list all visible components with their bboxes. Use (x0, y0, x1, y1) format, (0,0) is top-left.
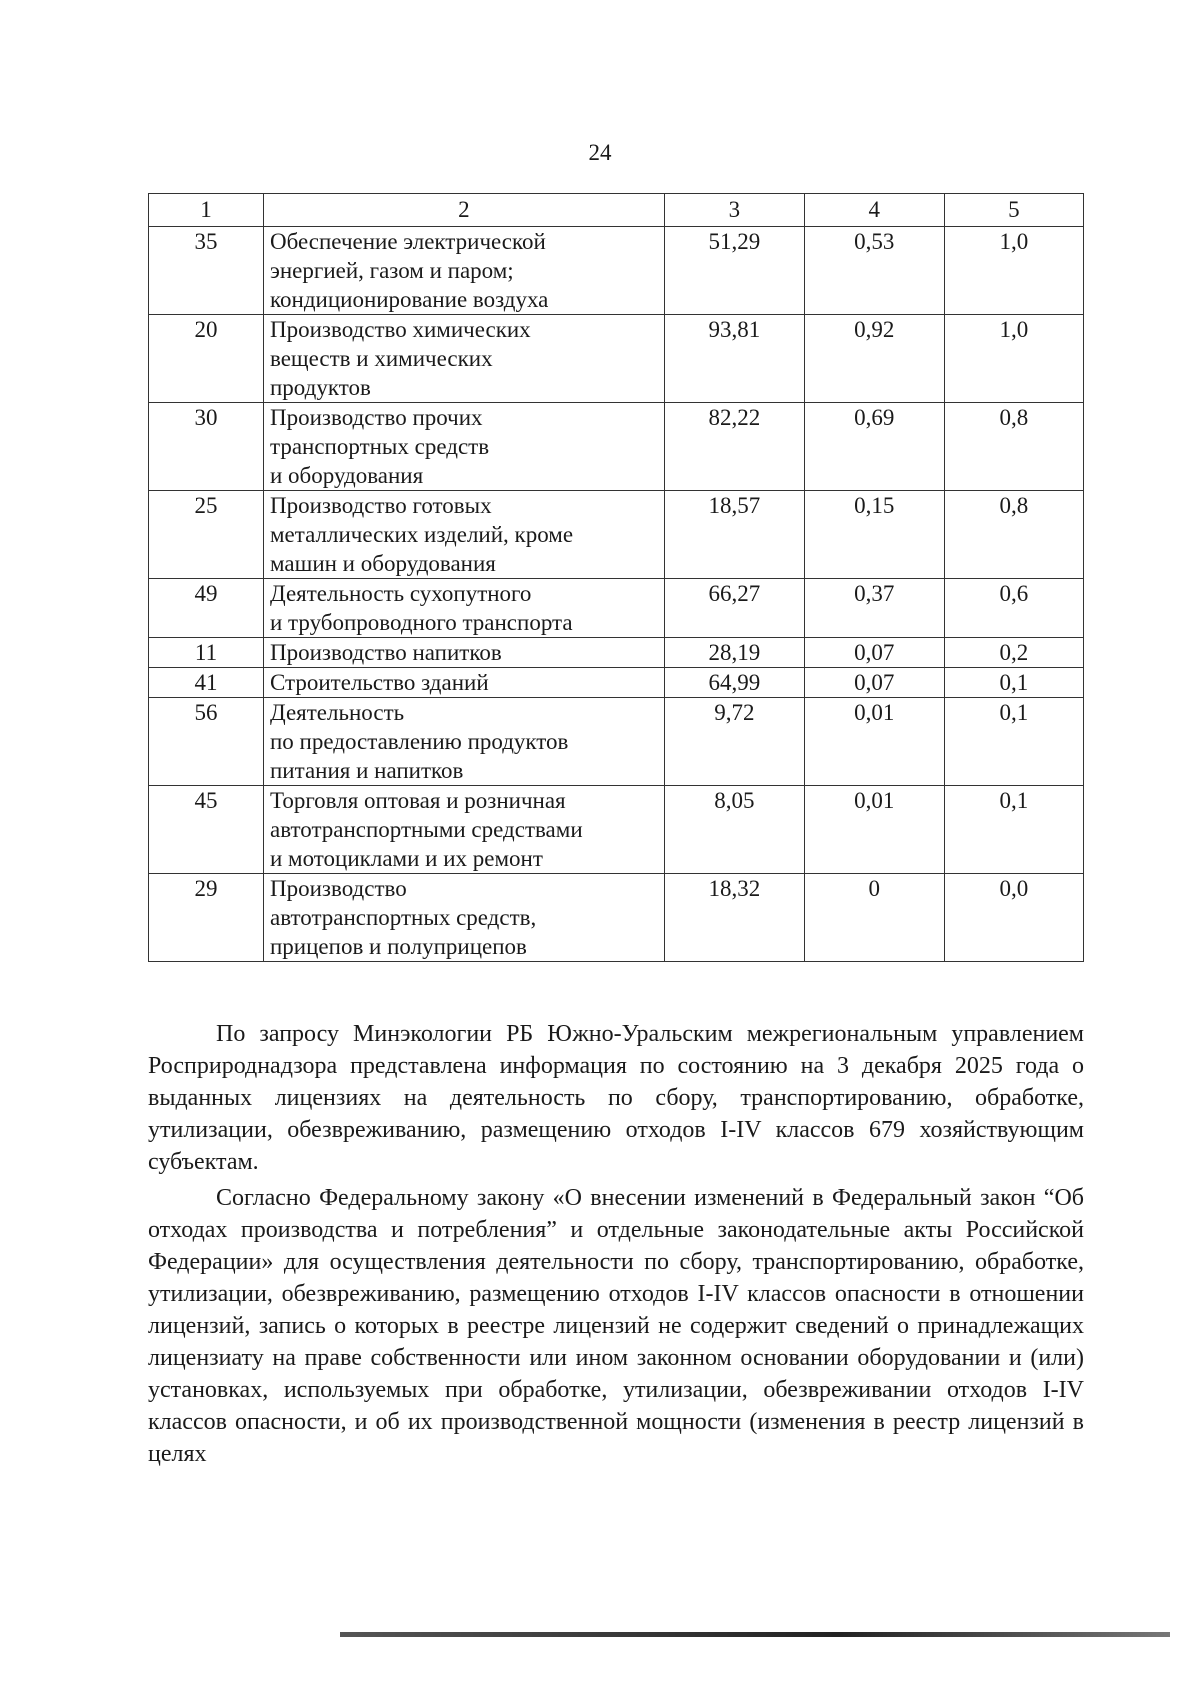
row-code: 25 (149, 491, 264, 579)
row-value-3: 9,72 (664, 698, 804, 786)
table-row (149, 786, 1084, 874)
row-value-3: 51,29 (664, 227, 804, 315)
row-code: 20 (149, 315, 264, 403)
row-code: 29 (149, 874, 264, 962)
header-col-3: 3 (664, 194, 804, 227)
row-value-4: 0,15 (804, 491, 944, 579)
row-value-5: 0,6 (944, 579, 1083, 638)
header-col-1: 1 (149, 194, 264, 227)
paragraph-federal-law: Согласно Федеральному закону «О внесении изменений в Федеральный закон “Об отходах производства и потребления” и отдельные законодательные акты Российской Федерации» для осуществления деятельности по сбору, транспортированию, обработке, утилизации, обезвреживанию, размещению отходов I-IV классов опасности в отношении лицензий, запись о которых в реестре лицензий не содержит сведений о принадлежащих лицензиату на праве собственности или ином законном основании оборудовании и (или) установках, используемых при обработке, утилизации, обезвреживании отходов I-IV классов опасности, и об их производственной мощности (изменения в реестр лицензий в целях (148, 1185, 1084, 1467)
row-code: 56 (149, 698, 264, 786)
row-value-3: 18,57 (664, 491, 804, 579)
row-value-3: 82,22 (664, 403, 804, 491)
row-activity: Производство автотранспортных средств, прицепов и полуприцепов (264, 874, 665, 962)
row-activity: Строительство зданий (264, 668, 665, 698)
row-value-5: 0,1 (944, 698, 1083, 786)
body-text (148, 1018, 1084, 1474)
table-row (149, 227, 1084, 315)
table-row (149, 403, 1084, 491)
row-value-5: 0,8 (944, 403, 1083, 491)
row-value-5: 0,2 (944, 638, 1083, 668)
row-code: 30 (149, 403, 264, 491)
row-value-3: 8,05 (664, 786, 804, 874)
table-row (149, 579, 1084, 638)
row-activity: Торговля оптовая и розничная автотранспортными средствами и мотоциклами и их ремонт (264, 786, 665, 874)
table-row (149, 638, 1084, 668)
row-value-5: 0,1 (944, 786, 1083, 874)
page-number: 24 (588, 140, 612, 165)
header-col-2: 2 (264, 194, 665, 227)
footer-rule (340, 1632, 1170, 1637)
row-value-3: 18,32 (664, 874, 804, 962)
row-activity: Обеспечение электрической энергией, газом и паром; кондиционирование воздуха (264, 227, 665, 315)
row-activity: Деятельность по предоставлению продуктов питания и напитков (264, 698, 665, 786)
row-value-4: 0 (804, 874, 944, 962)
row-value-4: 0,37 (804, 579, 944, 638)
row-code: 11 (149, 638, 264, 668)
row-code: 41 (149, 668, 264, 698)
row-value-3: 28,19 (664, 638, 804, 668)
row-activity: Производство готовых металлических изделий, кроме машин и оборудования (264, 491, 665, 579)
table-row (149, 698, 1084, 786)
row-value-4: 0,01 (804, 698, 944, 786)
row-value-5: 0,0 (944, 874, 1083, 962)
row-activity: Производство прочих транспортных средств и оборудования (264, 403, 665, 491)
row-value-3: 64,99 (664, 668, 804, 698)
table-header-row (149, 194, 1084, 227)
row-value-4: 0,92 (804, 315, 944, 403)
row-value-3: 93,81 (664, 315, 804, 403)
paragraph-licenses: По запросу Минэкологии РБ Южно-Уральским межрегиональным управлением Росприроднадзора представлена информация по состоянию на 3 декабря 2025 года о выданных лицензиях на деятельность по сбору, транспортированию, обработке, утилизации, обезвреживанию, размещению отходов I-IV классов 679 хозяйствующим субъектам. (148, 1021, 1084, 1175)
data-table (148, 193, 1084, 962)
row-value-4: 0,07 (804, 638, 944, 668)
row-code: 35 (149, 227, 264, 315)
header-col-4: 4 (804, 194, 944, 227)
table-row (149, 315, 1084, 403)
row-value-5: 0,1 (944, 668, 1083, 698)
row-value-5: 0,8 (944, 491, 1083, 579)
table-row (149, 874, 1084, 962)
row-value-5: 1,0 (944, 315, 1083, 403)
row-value-4: 0,01 (804, 786, 944, 874)
row-activity: Деятельность сухопутного и трубопроводного транспорта (264, 579, 665, 638)
header-col-5: 5 (944, 194, 1083, 227)
row-value-4: 0,69 (804, 403, 944, 491)
row-code: 45 (149, 786, 264, 874)
row-value-3: 66,27 (664, 579, 804, 638)
table-row (149, 668, 1084, 698)
row-value-5: 1,0 (944, 227, 1083, 315)
table-row (149, 491, 1084, 579)
row-activity: Производство напитков (264, 638, 665, 668)
row-activity: Производство химических веществ и химических продуктов (264, 315, 665, 403)
row-value-4: 0,53 (804, 227, 944, 315)
row-code: 49 (149, 579, 264, 638)
row-value-4: 0,07 (804, 668, 944, 698)
